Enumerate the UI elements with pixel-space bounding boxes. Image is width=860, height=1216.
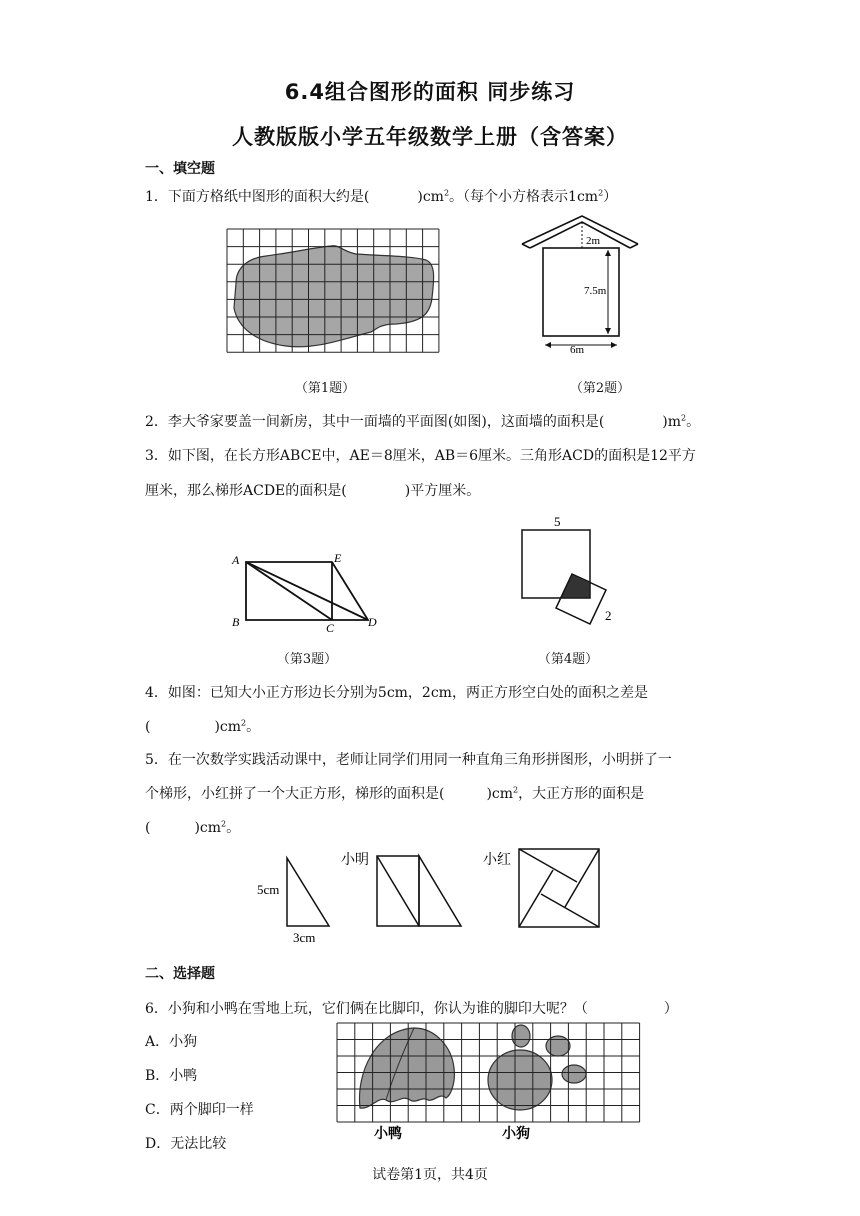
option-b[interactable]: B．小鸭 (145, 1068, 198, 1084)
question-2: 2．李大爷家要盖一间新房，其中一面墙的平面图(如图)，这面墙的面积是( )$m^2$。 (145, 413, 701, 430)
page-footer: 试卷第1页，共4页 (372, 1167, 488, 1183)
label-7-5m: 7.5m (584, 285, 607, 297)
label-5cm: 5cm (257, 882, 280, 897)
label-6m: 6m (570, 344, 585, 354)
caption-2: （第2题） (569, 381, 631, 396)
label-xiaoming: 小明 (341, 853, 369, 868)
page-title: 6.4组合图形的面积 同步练习 (284, 80, 576, 104)
question-6: 6．小狗和小鸭在雪地上玩，它们俩在比脚印，你认为谁的脚印大呢？（ ） (145, 1001, 678, 1017)
caption-1: （第1题） (294, 381, 356, 396)
label-5: 5 (554, 514, 561, 529)
figure-2-house (520, 214, 640, 354)
label-C: C (326, 621, 335, 634)
section-choice: 二、选择题 (145, 966, 215, 982)
question-4-line-2: ( )$cm^2$。 (145, 718, 261, 735)
label-E: E (334, 551, 342, 565)
caption-4: （第4题） (537, 652, 599, 667)
question-5-line-3: ( )$cm^2$。 (145, 819, 241, 836)
caption-3: （第3题） (276, 652, 338, 667)
figure-5-triangles (255, 844, 615, 948)
label-xiaohong: 小红 (483, 853, 511, 868)
label-2: 2 (605, 608, 612, 623)
section-fill: 一、填空题 (145, 161, 215, 177)
label-D: D (368, 615, 377, 629)
question-4-line-1: 4．如图：已知大小正方形边长分别为5cm，2cm，两正方形空白处的面积之差是 (145, 685, 648, 701)
figure-6-footprints (336, 1022, 646, 1148)
question-3-line-1: 3．如下图，在长方形ABCE中，AE＝8厘米，AB＝6厘米。三角形ACD的面积是12平方 (145, 448, 696, 464)
question-5-line-1: 5．在一次数学实践活动课中，老师让同学们用同一种直角三角形拼图形，小明拼了一 (145, 752, 672, 768)
label-3cm: 3cm (293, 930, 316, 945)
option-d[interactable]: D．无法比较 (145, 1136, 227, 1152)
label-dog: 小狗 (502, 1127, 530, 1142)
figure-4-squares (512, 512, 622, 632)
question-5-line-2: 个梯形，小红拼了一个大正方形，梯形的面积是( )$cm^2$，大正方形的面积是 (145, 785, 645, 802)
label-duck: 小鸭 (374, 1127, 402, 1142)
page-subtitle: 人教版版小学五年级数学上册（含答案） (232, 125, 628, 149)
label-B: B (232, 615, 240, 629)
question-3-line-2: 厘米，那么梯形ACDE的面积是( )平方厘米。 (145, 483, 481, 499)
figure-1-grid (226, 228, 440, 354)
option-a[interactable]: A．小狗 (145, 1034, 198, 1050)
label-A: A (232, 553, 240, 567)
figure-3-trapezoid (228, 550, 388, 634)
option-c[interactable]: C．两个脚印一样 (145, 1102, 254, 1118)
label-2m: 2m (586, 235, 601, 247)
question-1: 1．下面方格纸中图形的面积大约是( )$cm^2$。（每个小方格表示$1cm^2$） (145, 188, 618, 205)
